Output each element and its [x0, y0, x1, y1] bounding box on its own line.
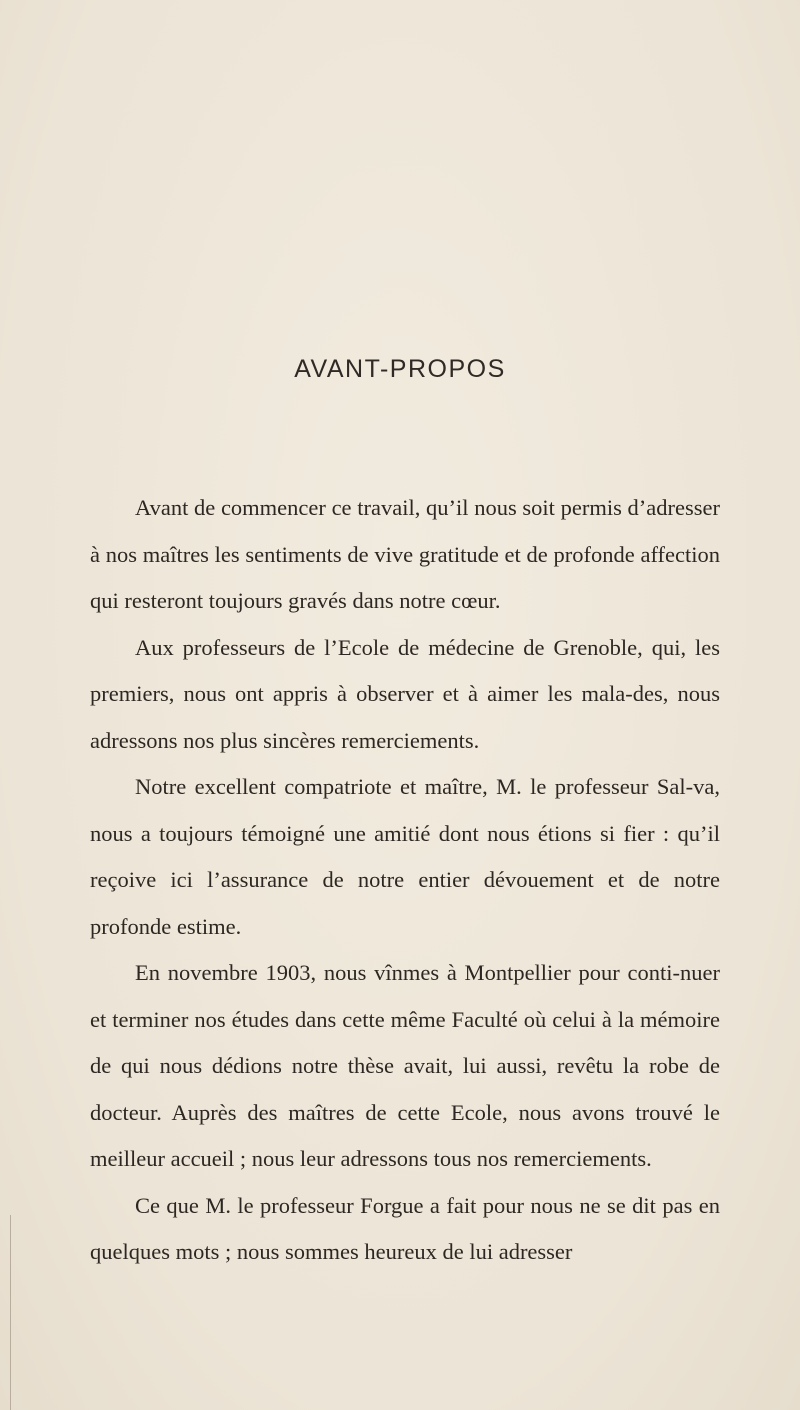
- page-title: AVANT-PROPOS: [294, 355, 506, 383]
- paragraph-5: Ce que M. le professeur Forgue a fait pour nous ne se dit pas en quelques mots ; nous sommes heureux de lui adresser: [90, 1192, 720, 1264]
- paragraph-4: En novembre 1903, nous vînmes à Montpellier pour conti-nuer et terminer nos études dans cette même Faculté où celui à la mémoire de qui nous dédions notre thèse avait, lui aussi, revêtu la robe de docteur. Auprès des maîtres de cette Ecole, nous avons trouvé le meilleur accueil ; nous leur adressons tous nos remerciements.: [90, 960, 720, 1171]
- paragraph-3: Notre excellent compatriote et maître, M. le professeur Sal-va, nous a toujours témoigné une amitié dont nous étions si fier : qu’il reçoive ici l’assurance de notre entier dévouement et de notre profonde estime.: [90, 774, 720, 939]
- page-edge-line: [10, 1215, 11, 1410]
- paragraph-1: Avant de commencer ce travail, qu’il nous soit permis d’adresser à nos maîtres les sentiments de vive gratitude et de profonde affection qui resteront toujours gravés dans notre cœur.: [90, 495, 720, 613]
- paragraph-2: Aux professeurs de l’Ecole de médecine de Grenoble, qui, les premiers, nous ont appris à observer et à aimer les mala-des, nous adressons nos plus sincères remerciements.: [90, 634, 720, 753]
- body-text: [90, 485, 720, 1276]
